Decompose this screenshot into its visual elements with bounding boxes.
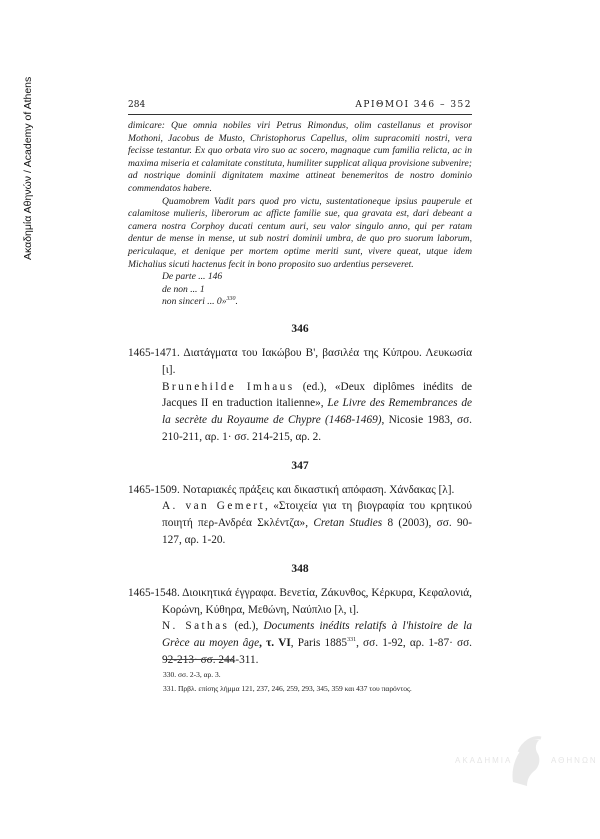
entry-348-heading: 1465-1548. Διοικητικά έγγραφα. Βενετία, Ζάκυνθος, Κέρκυρα, Κεφαλονιά, Κορώνη, Κύθηρα, Μεθώνη, Ναύπλιο [λ, ι].	[128, 586, 472, 616]
entry-346-heading: 1465-1471. Διατάγματα του Ιακώβου Β', βασιλέα της Κύπρου. Λευκωσία [ι].	[128, 346, 472, 376]
entry-346-author: Brunehilde Imhaus	[162, 380, 295, 393]
page-header	[128, 100, 472, 114]
entry-346-citation	[128, 379, 472, 446]
entry-346	[128, 345, 472, 446]
vote-line-3: non sinceri ... 0»$^{330}$.	[162, 296, 238, 308]
entry-348	[128, 585, 472, 669]
vote-line-3-text: non sinceri ... 0»	[162, 296, 227, 308]
entry-346-title: Le Livre des Remembrances de la secrète du Royaume de Chypre (1468-1469)	[162, 397, 472, 427]
athena-head-icon	[505, 732, 545, 788]
entry-347-heading: 1465-1509. Νοταριακές πράξεις και δικαστική απόφαση. Χάνδακας [λ].	[128, 483, 455, 496]
entry-348-volume: , τ. VI	[259, 637, 291, 650]
latin-paragraph-1: dimicare: Que omnia nobiles viri Petrus Rimondus, olim castellanus et provisor Mothoni, Jacobus de Musto, Christophorus Capellus, olim supracomiti nostri, vera fecisse testantur. Ex quo orbata viro suo ac socero, magnaque cum familia relicta, ac in maxima miseria et calamitate constituta, humiliter supplicat aliqua provisione subvenire; ad nostrique dominii dignitatem maxime attineat benemeritos de nostro dominio commendatos habere.	[128, 120, 472, 194]
entry-347	[128, 482, 472, 549]
watermark-text-left: ΑΚΑΔΗΜΙΑ	[455, 756, 513, 765]
vote-line-1: De parte ... 146	[162, 271, 223, 283]
page-body	[128, 120, 472, 669]
vote-line-2: de non ... 1	[162, 283, 205, 295]
page-number: 284	[128, 100, 146, 110]
entry-number-348: 348	[291, 562, 309, 575]
entry-348-ed: (ed.),	[229, 620, 264, 633]
entry-346-article: (ed.), «Deux diplômes inédits de Jacques II en traduction italienne»,	[162, 380, 473, 410]
footnote-330: 330. σσ. 2-3, αρ. 3.	[163, 670, 221, 679]
entry-number-347: 347	[291, 459, 309, 472]
footnote-ref-331: 331	[347, 637, 357, 644]
footnotes	[163, 668, 503, 696]
entry-346-pages: , Nicosie 1983, σσ. 210-211, αρ. 1· σσ. 214-215, αρ. 2.	[162, 414, 472, 443]
entry-348-citation	[128, 618, 472, 668]
entry-347-citation	[128, 498, 472, 548]
entry-347-title: Cretan Studies	[313, 517, 383, 530]
archive-label: Ακαδημία Αθηνών / Academy of Athens	[22, 76, 34, 260]
footnote-rule	[163, 659, 233, 660]
watermark-text-right: ΑΘΗΝΩΝ	[551, 756, 598, 765]
entry-number-346: 346	[291, 322, 309, 335]
academy-watermark	[455, 728, 598, 788]
entry-348-title: Documents inédits relatifs à l'histoire de la Grèce au moyen âge	[162, 620, 472, 650]
side-label	[22, 40, 36, 260]
header-rule	[128, 114, 472, 115]
running-title: ΑΡΙΘΜΟΙ 346 – 352	[355, 100, 472, 110]
latin-paragraph-2: Quamobrem Vadit pars quod pro victu, sustentationeque ipsius pauperule et calamitose mulieris, liberorum ac afficte familie sue, qua gravata est, dari debeant a camera nostra Corphoy ducati centum auri, seu valor singulo anno, qui per ratam dentur de mense in mense, ut sub nostri dominii umbra, de quo pro suorum laborum, periculaque, et denique per mortem optime meriti sunt, vivere queat, utque idem Michalius sicuti hactenus fecit in bono proposito suo ardentius perseveret.	[128, 195, 472, 270]
entry-348-author: N. Sathas	[162, 620, 230, 633]
entry-347-article: , «Στοιχεία για τη βιογραφία του κρητικού ποιητή περ-Ανδρέα Σκλέντζα»,	[162, 500, 472, 530]
footnote-331: 331. Πρβλ. επίσης λήμμα 121, 237, 246, 259, 293, 345, 359 και 437 του παρόντος.	[163, 684, 412, 693]
entry-348-place: , Paris 1885	[290, 637, 348, 650]
entry-347-pages: 8 (2003), σσ. 90-127, αρ. 1-20.	[162, 517, 473, 547]
footnote-ref-330: 330	[226, 296, 236, 303]
entry-348-pages: , σσ. 1-92, αρ. 1-87· σσ. 92-213· σσ. 244-311.	[162, 637, 472, 667]
entry-347-author: A. van Gemert	[162, 500, 266, 513]
